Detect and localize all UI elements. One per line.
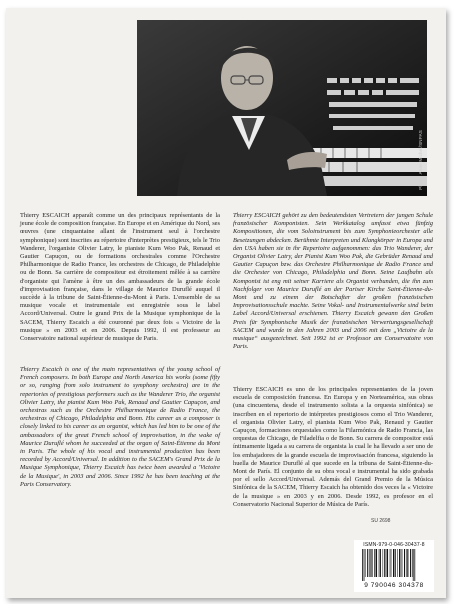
biography-english-text: Thierry Escaich is one of the main representatives of the young school of French composers. In both Europe and North America his works (some fifty or so, ranging from solo instrument to symphony orchestra) are in the repertories of prestigious performers such as the Wanderer Trio, the organist Olivier Latry, the pianist Kum Woo Pak, Renaud and Gautier Capuçon, and orchestras such as the Orchestre Philharmonique de Radio France, the orchestras of Chicago, Philadelphia and Bonn. His career as a composer is closely linked to his career as an organist, which has led him to be one of the ambassadors of the great French school of improvisation, in the wake of Maurice Duruflé whom he succeeded at the organ of Saint-Étienne du Mont in Paris. The whole of his vocal and instrumental production has been recorded by Accord/Universal. In addition to the SACEM's Grand Prix de la Musique Symphonique, Thierry Escaich has twice been awarded a 'Victoire de la Musique', in 2003 and 2006. Since 1992 he has been teaching at the Paris Conservatory. <box>20 366 220 488</box>
photo-organist-at-console <box>137 20 427 196</box>
biography-french-text: Thierry ESCAICH apparaît comme un des principaux représentants de la jeune école de composition française. En Europe et en Amérique du Nord, ses œuvres (une cinquantaine allant de l'instrument seul à l'orchestre symphonique) sont inscrites au répertoire d'interprètes prestigieux, tels le Trio Wanderer, l'organiste Olivier Latry, le pianiste Kum Woo Pak, Renaud et Gautier Capuçon, ou de formations orchestrales comme l'Orchestre Philharmonique de Radio France, les orchestres de Chicago, de Philadelphie ou de Bonn. Sa carrière de compositeur est étroitement mêlée à sa carrière d'organiste qui l'amène à être un des ambassadeurs de la grande école d'improvisation française, dans le village de Maurice Duruflé auquel il succède à la tribune de Saint-Étienne-du-Mont à Paris. L'ensemble de sa musique vocale et instrumentale est enregistrée sous le label Accord/Universal. Outre le grand Prix de la Musique symphonique de la SACEM, Thierry Escaich a été couronné par deux fois « Victoire de la musique » en 2003 et en 2006. Depuis 1992, il est professeur au Conservatoire national supérieur de musique de Paris. <box>20 212 220 343</box>
ean-number: 9 790046 304378 <box>364 582 424 589</box>
biography-french <box>20 212 220 343</box>
biography-english <box>20 366 220 489</box>
catalog-number: SU 2698 <box>371 518 391 524</box>
ismn-number: ISMN-979-0-046-30437-8 <box>363 542 425 548</box>
barcode-icon <box>362 549 426 581</box>
composer-photo <box>137 20 427 196</box>
biography-spanish <box>233 386 433 509</box>
biography-german-text: Thierry ESCAICH gehört zu den bedeutendsten Vertretern der jungen Schule französischer Komponisten. Sein Werkkatalog umfasst etwa fünfzig Kompositionen, die vom Soloinstrument bis zum Symphonieorchester alle Besetzungen abdecken. Berühmte Interpreten und Klangkörper in Europa und den USA haben sie in ihr Repertoire aufgenommen: das Trio Wanderer, der Organist Olivier Latry, der Pianist Kum Woo Pak, die Gebrüder Renaud und Gautier Capuçon bzw. das Orchestre Philharmonique de Radio France und die Orchester von Chicago, Philadelphia und Bonn. Seine Laufbahn als Komponist ist eng mit seiner Karriere als Organist verbunden, die ihn zum Nachfolger von Maurice Duruflé an der Pariser Kirche Saint-Étienne-du-Mont und zu einem der Botschafter der großen französischen Improvisationsschule machte. Seine Vokal- und Instrumentalwerke sind beim Label Accord/Universal erschienen. Thierry Escaich gewann den Großen Preis für Symphonische Musik der französischen Verwertungsgesellschaft SACEM und wurde in den Jahren 2003 und 2006 mit dem „Victoire de la musique“ ausgezeichnet. Seit 1992 ist er Professor am Conservatoire von Paris. <box>233 212 433 351</box>
back-cover <box>6 8 446 598</box>
biography-spanish-text: Thierry ESCAICH es uno de los principales representantes de la joven escuela de composición francesa. En Europa y en Norteamérica, sus obras (una cincuentena, desde el instrumento solista a la orquesta sinfónica) se inscriben en el repertorio de intérpretes prestigiosos como el Trio Wanderer, el organista Olivier Latry, el pianista Kum Woo Pak, Renaud y Gautier Capuçon, formaciones orquestales como la Filarmónica de Radio Francia, las orquestas de Chicago, de Filadelfia o de Bonn. Su carrera de compositor está íntimamente ligada a su carrera de organista la cual le ha llevado a ser uno de los embajadores de la grande escuela de improvisación francesa, siguiendo la huella de Maurice Duruflé al que sucede en la tribuna de Saint-Étienne-du-Mont de París. El conjunto de su obra vocal e instrumental ha sido grabada por el sello Accord/Universal. Además del Grand Premio de la Música Sinfónica de la SACEM, Thierry Escaich ha obtenido dos veces la « Victoire de la musique » en 2003 y en 2006. Desde 1992, es profesor en el Conservatorio Nacional Superior de Música de París. <box>233 386 433 508</box>
biography-german <box>233 212 433 351</box>
barcode-label <box>354 540 434 592</box>
photo-credit: Photo: Anne Michel/SNPAS <box>418 130 423 190</box>
